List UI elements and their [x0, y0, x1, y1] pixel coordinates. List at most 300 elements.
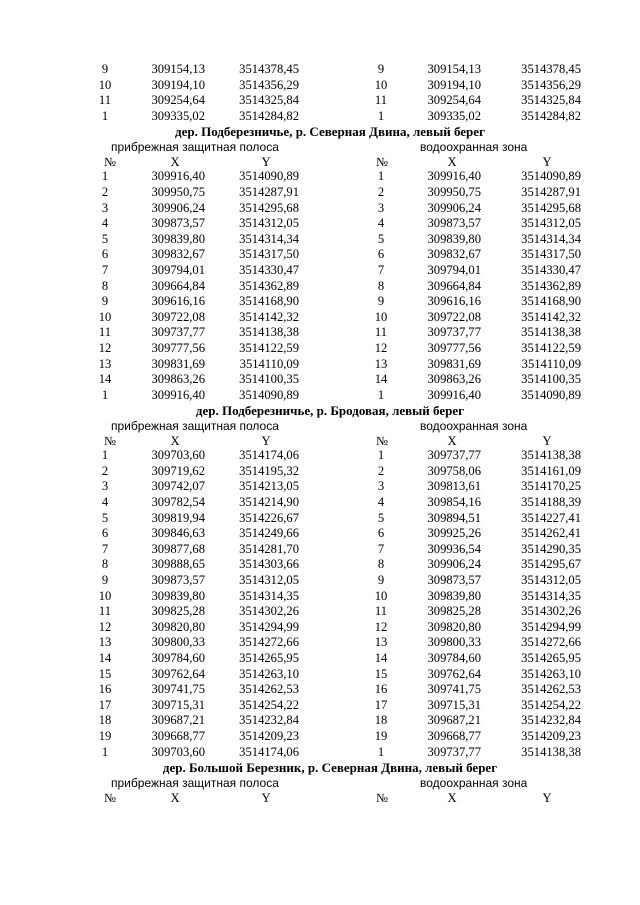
right-point-number: 8: [377, 557, 385, 572]
right-point-number: 14: [374, 651, 388, 665]
left-point-number: 15: [98, 666, 112, 681]
table-row: [0, 109, 640, 125]
left-point-number: 16: [98, 682, 112, 697]
left-x-coordinate: 309877,68: [151, 541, 205, 556]
left-x-coordinate: 309762,64: [151, 666, 205, 681]
right-point-number: 4: [377, 216, 385, 231]
section-title: дер. Подберезничье, р. Северная Двина, левый берег: [175, 124, 485, 140]
right-x-coordinate: 309737,77: [427, 325, 481, 340]
right-point-number: 10: [374, 309, 388, 324]
table-row: [0, 464, 640, 480]
left-x-coordinate: 309335,02: [151, 108, 205, 123]
right-y-coordinate: 3514362,89: [521, 278, 581, 293]
right-y-coordinate: 3514100,35: [521, 372, 581, 387]
left-number-header: №: [103, 154, 117, 169]
right-y-coordinate: 3514290,35: [521, 541, 581, 556]
left-y-coordinate: 3514378,45: [239, 62, 299, 76]
left-y-coordinate: 3514100,35: [239, 372, 299, 387]
right-y-header: Y: [542, 154, 552, 169]
left-x-coordinate: 309839,80: [151, 588, 205, 603]
table-row: [0, 357, 640, 373]
left-y-coordinate: 3514174,06: [239, 744, 299, 759]
right-y-coordinate: 3514227,41: [521, 510, 581, 525]
left-point-number: 12: [98, 340, 112, 355]
left-point-number: 14: [98, 651, 112, 665]
right-point-number: 13: [374, 635, 388, 650]
left-y-coordinate: 3514122,59: [239, 340, 299, 355]
left-x-coordinate: 309722,08: [151, 309, 205, 324]
left-x-coordinate: 309825,28: [151, 604, 205, 619]
left-y-coordinate: 3514265,95: [239, 651, 299, 665]
right-point-number: 1: [377, 169, 385, 184]
left-x-coordinate: 309782,54: [151, 495, 205, 510]
right-y-coordinate: 3514170,25: [521, 479, 581, 494]
left-x-coordinate: 309863,26: [151, 372, 205, 387]
left-point-number: 11: [98, 325, 112, 340]
left-y-coordinate: 3514312,05: [239, 216, 299, 231]
left-y-coordinate: 3514249,66: [239, 526, 299, 541]
left-point-number: 11: [98, 604, 112, 619]
left-point-number: 14: [98, 372, 112, 387]
right-x-coordinate: 309737,77: [427, 744, 481, 759]
table-row: [0, 479, 640, 495]
left-x-coordinate: 309154,13: [151, 62, 205, 76]
left-y-coordinate: 3514312,05: [239, 573, 299, 588]
right-point-number: 4: [377, 495, 385, 510]
left-y-coordinate: 3514195,32: [239, 463, 299, 478]
left-x-coordinate: 309715,31: [151, 697, 205, 712]
table-row: [0, 185, 640, 201]
right-y-coordinate: 3514295,67: [521, 557, 581, 572]
column-headers: [0, 434, 640, 449]
water-protection-zone-label: водоохранная зона: [420, 140, 528, 155]
right-y-coordinate: 3514090,89: [521, 169, 581, 184]
left-y-coordinate: 3514138,38: [239, 325, 299, 340]
left-y-coordinate: 3514213,05: [239, 479, 299, 494]
right-x-coordinate: 309254,64: [427, 93, 481, 108]
right-x-coordinate: 309863,26: [427, 372, 481, 387]
left-point-number: 4: [101, 495, 109, 510]
right-x-coordinate: 309873,57: [427, 573, 481, 588]
left-x-coordinate: 309888,65: [151, 557, 205, 572]
left-y-coordinate: 3514090,89: [239, 169, 299, 184]
table-row: [0, 557, 640, 573]
right-x-coordinate: 309741,75: [427, 682, 481, 697]
right-y-coordinate: 3514142,32: [521, 309, 581, 324]
left-point-number: 9: [101, 573, 109, 588]
left-x-coordinate: 309916,40: [151, 169, 205, 184]
right-y-coordinate: 3514314,35: [521, 588, 581, 603]
right-point-number: 3: [377, 479, 385, 494]
right-y-header: Y: [542, 433, 552, 448]
right-y-coordinate: 3514356,29: [521, 77, 581, 92]
right-x-coordinate: 309335,02: [427, 108, 481, 123]
left-point-number: 5: [101, 231, 109, 246]
left-y-coordinate: 3514281,70: [239, 541, 299, 556]
left-y-header: Y: [261, 154, 271, 169]
right-x-coordinate: 309820,80: [427, 619, 481, 634]
left-x-coordinate: 309741,75: [151, 682, 205, 697]
table-row: [0, 745, 640, 761]
right-point-number: 19: [374, 728, 388, 743]
right-x-coordinate: 309687,21: [427, 713, 481, 728]
right-y-coordinate: 3514262,41: [521, 526, 581, 541]
right-x-coordinate: 309916,40: [427, 169, 481, 184]
left-point-number: 2: [101, 184, 109, 199]
left-point-number: 4: [101, 216, 109, 231]
left-point-number: 1: [101, 169, 109, 184]
right-x-coordinate: 309777,56: [427, 340, 481, 355]
right-y-coordinate: 3514330,47: [521, 262, 581, 277]
right-point-number: 17: [374, 697, 388, 712]
table-row: [0, 651, 640, 667]
right-x-coordinate: 309839,80: [427, 588, 481, 603]
table-row: [0, 169, 640, 185]
left-point-number: 13: [98, 635, 112, 650]
table-row: [0, 294, 640, 310]
table-row: [0, 341, 640, 357]
left-y-header: Y: [261, 433, 271, 448]
column-headers: [0, 791, 640, 806]
right-point-number: 6: [377, 247, 385, 262]
right-x-coordinate: 309936,54: [427, 541, 481, 556]
right-y-coordinate: 3514161,09: [521, 463, 581, 478]
left-x-coordinate: 309873,57: [151, 216, 205, 231]
left-x-coordinate: 309687,21: [151, 713, 205, 728]
right-y-coordinate: 3514294,99: [521, 619, 581, 634]
section-title: дер. Большой Березник, р. Северная Двина, левый берег: [162, 760, 498, 776]
zone-labels: [0, 140, 640, 155]
table-row: [0, 526, 640, 542]
right-number-header: №: [375, 433, 389, 448]
right-number-header: №: [375, 154, 389, 169]
left-x-coordinate: 309819,94: [151, 510, 205, 525]
right-point-number: 6: [377, 526, 385, 541]
table-row: [0, 667, 640, 683]
right-y-coordinate: 3514254,22: [521, 697, 581, 712]
table-row: [0, 325, 640, 341]
table-row: [0, 635, 640, 651]
right-point-number: 7: [377, 541, 385, 556]
coastal-strip-label: прибрежная защитная полоса: [111, 776, 279, 791]
right-point-number: 9: [377, 294, 385, 309]
right-y-coordinate: 3514272,66: [521, 635, 581, 650]
left-x-coordinate: 309820,80: [151, 619, 205, 634]
right-point-number: 1: [377, 387, 385, 402]
left-x-coordinate: 309664,84: [151, 278, 205, 293]
left-point-number: 1: [101, 448, 109, 463]
left-x-coordinate: 309737,77: [151, 325, 205, 340]
left-x-coordinate: 309800,33: [151, 635, 205, 650]
left-point-number: 13: [98, 356, 112, 371]
left-y-coordinate: 3514090,89: [239, 387, 299, 402]
right-point-number: 14: [374, 372, 388, 387]
left-y-coordinate: 3514209,23: [239, 728, 299, 743]
table-row: [0, 310, 640, 326]
left-x-header: X: [170, 154, 180, 169]
left-point-number: 10: [98, 588, 112, 603]
left-x-coordinate: 309784,60: [151, 651, 205, 665]
left-x-header: X: [170, 433, 180, 448]
left-y-coordinate: 3514314,34: [239, 231, 299, 246]
left-point-number: 7: [101, 541, 109, 556]
right-y-header: Y: [542, 790, 552, 805]
left-y-coordinate: 3514287,91: [239, 184, 299, 199]
right-x-coordinate: 309194,10: [427, 77, 481, 92]
table-row: [0, 232, 640, 248]
right-x-coordinate: 309737,77: [427, 448, 481, 463]
left-x-coordinate: 309832,67: [151, 247, 205, 262]
left-x-coordinate: 309916,40: [151, 387, 205, 402]
right-x-coordinate: 309813,61: [427, 479, 481, 494]
left-y-coordinate: 3514142,32: [239, 309, 299, 324]
right-x-header: X: [447, 790, 457, 805]
left-point-number: 6: [101, 247, 109, 262]
right-x-coordinate: 309154,13: [427, 62, 481, 76]
left-x-coordinate: 309616,16: [151, 294, 205, 309]
right-point-number: 10: [374, 588, 388, 603]
right-x-coordinate: 309906,24: [427, 200, 481, 215]
left-y-coordinate: 3514294,99: [239, 619, 299, 634]
right-x-header: X: [447, 154, 457, 169]
left-y-coordinate: 3514174,06: [239, 448, 299, 463]
right-y-coordinate: 3514262,53: [521, 682, 581, 697]
right-y-coordinate: 3514265,95: [521, 651, 581, 665]
table-row: [0, 698, 640, 714]
right-point-number: 9: [377, 62, 385, 76]
left-x-coordinate: 309950,75: [151, 184, 205, 199]
table-row: [0, 604, 640, 620]
left-x-coordinate: 309194,10: [151, 77, 205, 92]
right-point-number: 1: [377, 744, 385, 759]
zone-labels: [0, 419, 640, 434]
right-y-coordinate: 3514138,38: [521, 448, 581, 463]
left-point-number: 7: [101, 262, 109, 277]
right-number-header: №: [375, 790, 389, 805]
left-y-coordinate: 3514168,90: [239, 294, 299, 309]
zone-labels: [0, 776, 640, 791]
left-y-coordinate: 3514317,50: [239, 247, 299, 262]
table-row: [0, 78, 640, 94]
coastal-strip-label: прибрежная защитная полоса: [111, 140, 279, 155]
right-x-coordinate: 309839,80: [427, 231, 481, 246]
left-x-coordinate: 309873,57: [151, 573, 205, 588]
right-point-number: 5: [377, 510, 385, 525]
right-y-coordinate: 3514378,45: [521, 62, 581, 76]
table-row: [0, 279, 640, 295]
left-x-coordinate: 309906,24: [151, 200, 205, 215]
left-x-coordinate: 309831,69: [151, 356, 205, 371]
left-point-number: 9: [101, 62, 109, 76]
table-row: [0, 589, 640, 605]
right-y-coordinate: 3514232,84: [521, 713, 581, 728]
left-y-coordinate: 3514362,89: [239, 278, 299, 293]
right-x-coordinate: 309664,84: [427, 278, 481, 293]
document-page: [0, 62, 640, 805]
left-point-number: 11: [98, 93, 112, 108]
table-row: [0, 62, 640, 78]
left-x-coordinate: 309668,77: [151, 728, 205, 743]
table-row: [0, 93, 640, 109]
left-y-coordinate: 3514232,84: [239, 713, 299, 728]
right-point-number: 15: [374, 666, 388, 681]
right-y-coordinate: 3514209,23: [521, 728, 581, 743]
table-row: [0, 511, 640, 527]
left-y-coordinate: 3514110,09: [239, 356, 299, 371]
left-point-number: 18: [98, 713, 112, 728]
right-point-number: 13: [374, 356, 388, 371]
left-point-number: 10: [98, 77, 112, 92]
right-y-coordinate: 3514302,26: [521, 604, 581, 619]
table-row: [0, 573, 640, 589]
left-x-header: X: [170, 790, 180, 805]
right-x-coordinate: 309668,77: [427, 728, 481, 743]
right-point-number: 11: [374, 93, 388, 108]
left-point-number: 1: [101, 387, 109, 402]
right-y-coordinate: 3514325,84: [521, 93, 581, 108]
left-point-number: 10: [98, 309, 112, 324]
right-x-coordinate: 309894,51: [427, 510, 481, 525]
table-row: [0, 620, 640, 636]
right-x-coordinate: 309906,24: [427, 557, 481, 572]
right-x-coordinate: 309794,01: [427, 262, 481, 277]
right-point-number: 7: [377, 262, 385, 277]
column-headers: [0, 155, 640, 170]
section-title: дер. Подберезничье, р. Бродовая, левый берег: [195, 403, 465, 419]
left-point-number: 5: [101, 510, 109, 525]
water-protection-zone-label: водоохранная зона: [420, 776, 528, 791]
left-point-number: 12: [98, 619, 112, 634]
right-point-number: 12: [374, 619, 388, 634]
left-y-coordinate: 3514214,90: [239, 495, 299, 510]
right-x-header: X: [447, 433, 457, 448]
right-point-number: 1: [377, 448, 385, 463]
right-x-coordinate: 309762,64: [427, 666, 481, 681]
right-y-coordinate: 3514314,34: [521, 231, 581, 246]
right-point-number: 11: [374, 325, 388, 340]
left-point-number: 8: [101, 278, 109, 293]
right-y-coordinate: 3514138,38: [521, 744, 581, 759]
left-point-number: 19: [98, 728, 112, 743]
right-y-coordinate: 3514295,68: [521, 200, 581, 215]
coastal-strip-label: прибрежная защитная полоса: [111, 419, 279, 434]
left-y-coordinate: 3514314,35: [239, 588, 299, 603]
right-point-number: 8: [377, 278, 385, 293]
left-point-number: 8: [101, 557, 109, 572]
right-y-coordinate: 3514188,39: [521, 495, 581, 510]
left-y-coordinate: 3514262,53: [239, 682, 299, 697]
left-y-coordinate: 3514325,84: [239, 93, 299, 108]
right-point-number: 2: [377, 184, 385, 199]
water-protection-zone-label: водоохранная зона: [420, 419, 528, 434]
right-point-number: 5: [377, 231, 385, 246]
left-y-coordinate: 3514226,67: [239, 510, 299, 525]
left-point-number: 9: [101, 294, 109, 309]
left-point-number: 3: [101, 200, 109, 215]
right-x-coordinate: 309825,28: [427, 604, 481, 619]
left-y-coordinate: 3514272,66: [239, 635, 299, 650]
right-point-number: 10: [374, 77, 388, 92]
right-x-coordinate: 309832,67: [427, 247, 481, 262]
right-x-coordinate: 309784,60: [427, 651, 481, 665]
right-point-number: 2: [377, 463, 385, 478]
right-x-coordinate: 309715,31: [427, 697, 481, 712]
right-y-coordinate: 3514168,90: [521, 294, 581, 309]
right-y-coordinate: 3514312,05: [521, 573, 581, 588]
right-y-coordinate: 3514263,10: [521, 666, 581, 681]
right-point-number: 3: [377, 200, 385, 215]
right-x-coordinate: 309873,57: [427, 216, 481, 231]
right-y-coordinate: 3514317,50: [521, 247, 581, 262]
table-row: [0, 372, 640, 388]
right-x-coordinate: 309800,33: [427, 635, 481, 650]
left-point-number: 1: [101, 744, 109, 759]
left-point-number: 1: [101, 108, 109, 123]
left-y-coordinate: 3514263,10: [239, 666, 299, 681]
right-point-number: 1: [377, 108, 385, 123]
left-point-number: 2: [101, 463, 109, 478]
right-y-coordinate: 3514090,89: [521, 387, 581, 402]
left-y-coordinate: 3514302,26: [239, 604, 299, 619]
right-y-coordinate: 3514138,38: [521, 325, 581, 340]
right-x-coordinate: 309854,16: [427, 495, 481, 510]
left-y-coordinate: 3514330,47: [239, 262, 299, 277]
table-row: [0, 682, 640, 698]
table-row: [0, 448, 640, 464]
right-y-coordinate: 3514110,09: [521, 356, 581, 371]
left-y-header: Y: [261, 790, 271, 805]
table-row: [0, 495, 640, 511]
right-point-number: 18: [374, 713, 388, 728]
right-y-coordinate: 3514122,59: [521, 340, 581, 355]
table-row: [0, 713, 640, 729]
left-y-coordinate: 3514284,82: [239, 108, 299, 123]
right-point-number: 16: [374, 682, 388, 697]
left-x-coordinate: 309839,80: [151, 231, 205, 246]
left-y-coordinate: 3514356,29: [239, 77, 299, 92]
table-row: [0, 542, 640, 558]
table-row: [0, 729, 640, 745]
right-x-coordinate: 309916,40: [427, 387, 481, 402]
left-x-coordinate: 309703,60: [151, 744, 205, 759]
right-x-coordinate: 309758,06: [427, 463, 481, 478]
right-x-coordinate: 309925,26: [427, 526, 481, 541]
right-x-coordinate: 309950,75: [427, 184, 481, 199]
left-point-number: 17: [98, 697, 112, 712]
left-x-coordinate: 309846,63: [151, 526, 205, 541]
right-point-number: 11: [374, 604, 388, 619]
left-y-coordinate: 3514295,68: [239, 200, 299, 215]
left-x-coordinate: 309703,60: [151, 448, 205, 463]
left-point-number: 6: [101, 526, 109, 541]
table-row: [0, 263, 640, 279]
right-point-number: 12: [374, 340, 388, 355]
right-x-coordinate: 309722,08: [427, 309, 481, 324]
right-y-coordinate: 3514284,82: [521, 108, 581, 123]
right-x-coordinate: 309831,69: [427, 356, 481, 371]
left-x-coordinate: 309742,07: [151, 479, 205, 494]
left-number-header: №: [103, 790, 117, 805]
table-row: [0, 388, 640, 404]
right-y-coordinate: 3514287,91: [521, 184, 581, 199]
left-x-coordinate: 309719,62: [151, 463, 205, 478]
left-x-coordinate: 309254,64: [151, 93, 205, 108]
left-number-header: №: [103, 433, 117, 448]
left-y-coordinate: 3514303,66: [239, 557, 299, 572]
left-x-coordinate: 309777,56: [151, 340, 205, 355]
left-point-number: 3: [101, 479, 109, 494]
left-y-coordinate: 3514254,22: [239, 697, 299, 712]
